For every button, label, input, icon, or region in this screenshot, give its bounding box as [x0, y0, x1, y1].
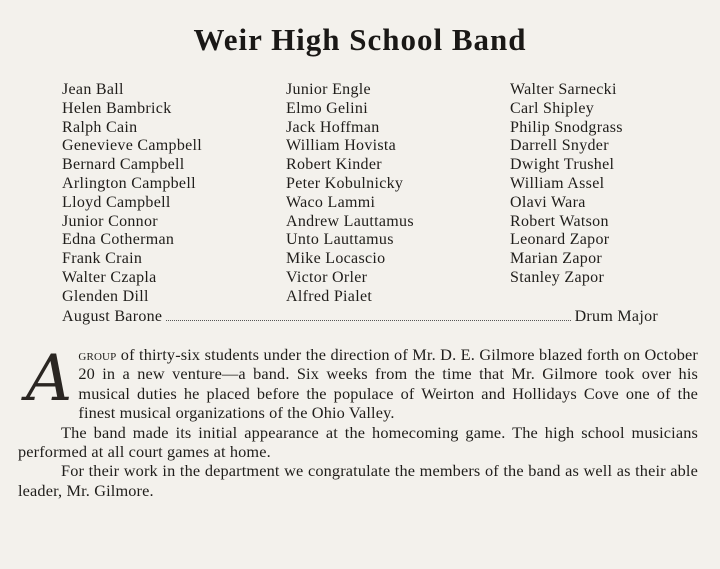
member-name: Mike Locascio — [286, 250, 386, 268]
article-text — [18, 342, 698, 500]
member-name: Leonard Zapor — [510, 231, 610, 249]
member-name: William Assel — [510, 174, 605, 192]
member-name: Jean Ball — [62, 81, 124, 98]
member-name: Glenden Dill — [62, 287, 149, 305]
member-name: Darrell Snyder — [510, 137, 609, 155]
drum-major-role: Drum Major — [574, 308, 658, 325]
paragraph-1-lead: group — [78, 345, 117, 364]
member-name: William Hovista — [286, 137, 397, 155]
member-name: Peter Kobulnicky — [286, 174, 404, 192]
member-name: Helen Bambrick — [62, 99, 172, 117]
paragraph-1 — [18, 342, 698, 423]
drum-major-name: August Barone — [62, 308, 163, 325]
member-name: Jack Hoffman — [286, 118, 380, 136]
member-name: Robert Watson — [510, 212, 609, 230]
member-name: Marian Zapor — [510, 250, 603, 268]
paragraph-1-text: of thirty-six students under the direction of Mr. D. E. Gilmore blazed forth on October 20 in a new venture—a band. Six weeks from the time that Mr. Gilmore took over his musical duties he placed before the populace of Weirton and Hollidays Cove one of the finest musical organizations of the Ohio Valley. — [78, 345, 698, 423]
member-name: Philip Snodgrass — [510, 118, 623, 136]
member-name: Junior Connor — [62, 212, 158, 230]
member-name: Walter Sarnecki — [510, 81, 617, 98]
page-title: Weir High School Band — [193, 22, 527, 57]
member-name: Stanley Zapor — [510, 268, 605, 286]
member-name: Olavi Wara — [510, 193, 586, 211]
paragraph-2: The band made its initial appearance at the homecoming game. The high school musicians performed at all court games at home. — [18, 422, 698, 462]
member-name: Junior Engle — [286, 81, 371, 98]
paragraph-3: For their work in the department we congratulate the members of the band as well as their able leader, Mr. Gilmore. — [18, 461, 698, 500]
member-name: Victor Orler — [286, 268, 368, 286]
member-column-3 — [510, 81, 623, 288]
member-name: Unto Lauttamus — [286, 231, 394, 249]
member-name: Genevieve Campbell — [62, 137, 203, 155]
member-column-2 — [286, 81, 414, 307]
dotted-leader — [166, 320, 570, 321]
drum-major-line — [62, 308, 658, 326]
member-name: Walter Czapla — [62, 268, 157, 286]
member-name: Arlington Campbell — [62, 174, 196, 192]
member-name: Elmo Gelini — [286, 99, 368, 117]
member-name: Andrew Lauttamus — [286, 212, 414, 230]
member-name: Dwight Trushel — [510, 156, 615, 174]
member-name: Waco Lammi — [286, 193, 376, 211]
drop-cap: A — [26, 342, 73, 416]
member-name: Lloyd Campbell — [62, 193, 171, 211]
member-name: Robert Kinder — [286, 156, 382, 174]
member-name: Ralph Cain — [62, 118, 138, 136]
member-name: Edna Cotherman — [62, 231, 175, 249]
member-name: Bernard Campbell — [62, 156, 185, 174]
member-name: Alfred Pialet — [286, 287, 373, 305]
member-name: Carl Shipley — [510, 99, 595, 117]
member-column-1 — [62, 81, 202, 307]
member-name: Frank Crain — [62, 250, 143, 268]
